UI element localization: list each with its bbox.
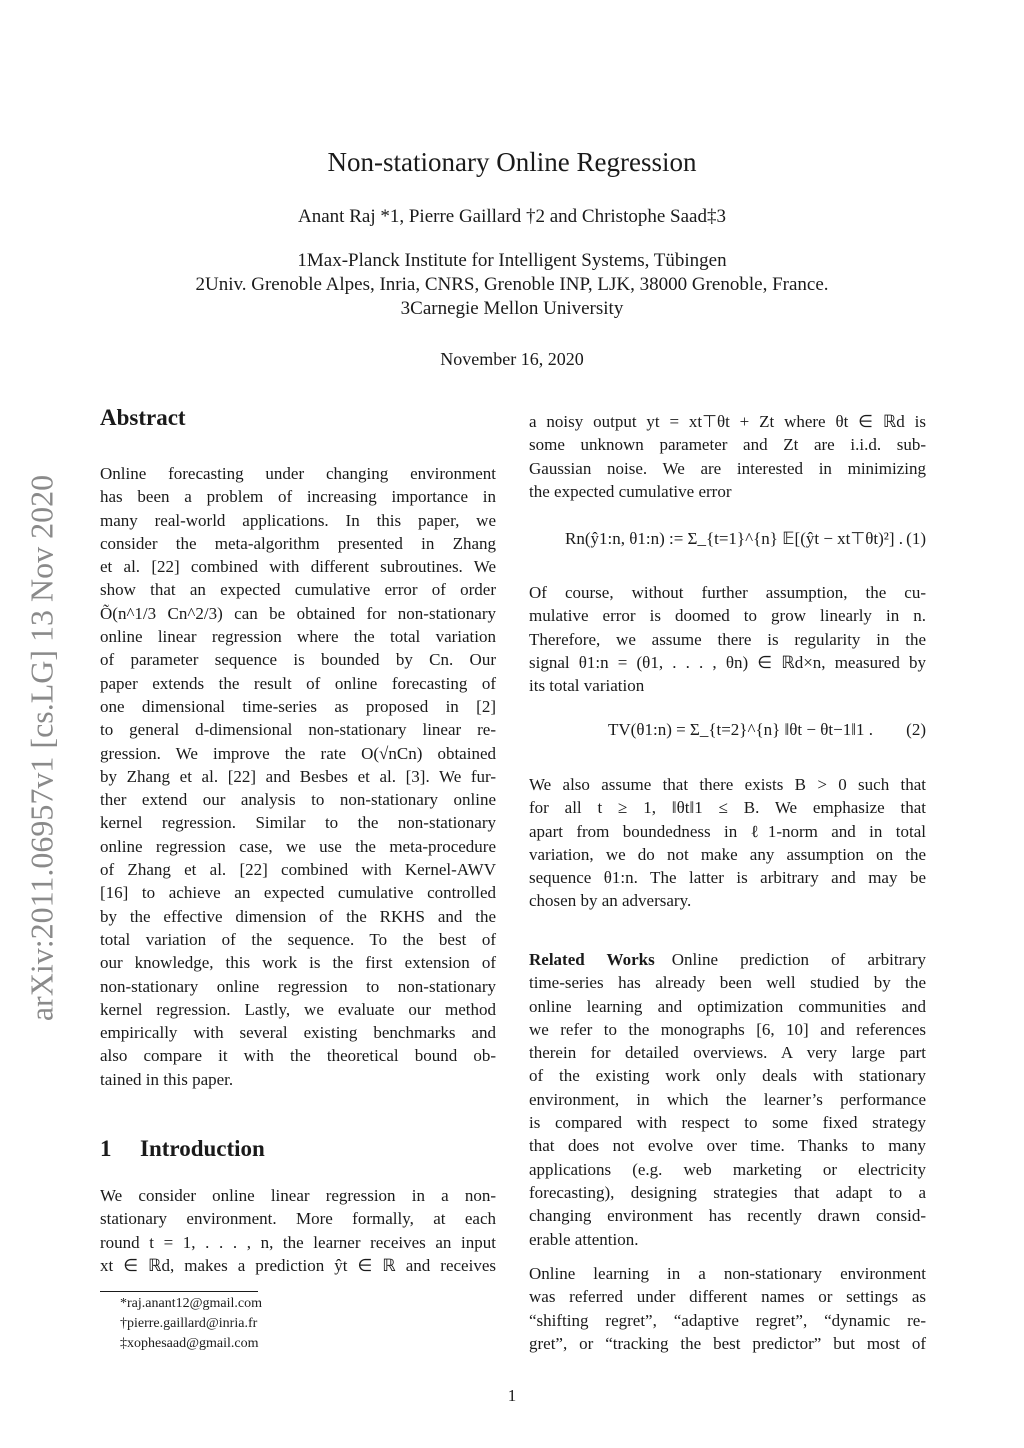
text-line: of the existing work only deals with stationary [529,1066,926,1086]
text-line: a noisy output yt = xt⊤θt + Zt where θt ∈ ℝd is [529,412,926,431]
footnote-1: *raj.anant12@gmail.com [120,1296,262,1311]
arxiv-sidebar-stamp [12,443,72,1053]
abstract-body [100,462,496,1091]
equation-1 [565,529,926,553]
text-line: that does not evolve over time. Thanks to many [529,1136,926,1156]
text-line: Õ(n^1/3 Cn^2/3) can be obtained for non-stationary [100,603,496,623]
text-line: for all t ≥ 1, ‖θt‖1 ≤ B. We emphasize that [529,798,926,818]
text-line: Online learning in a non-stationary environment [529,1264,926,1283]
text-line: our knowledge, this work is the first extension of [100,953,496,973]
footnote-3: ‡xophesaad@gmail.com [120,1336,259,1351]
text-line: has been a problem of increasing importance in [100,487,496,507]
text-line: gret”, or “tracking the best predictor” but most of [529,1333,926,1353]
text-line: chosen by an adversary. [529,891,692,911]
text-line: Online forecasting under changing environment [100,464,496,483]
text-line: by the effective dimension of the RKHS and the [100,906,496,926]
text-line: consider the meta-algorithm presented in Zhang [100,533,496,553]
section-number: 1 [100,1136,112,1161]
text-line: we refer to the monographs [6, 10] and references [529,1019,926,1039]
text-line: variation, we do not make any assumption on the [529,844,926,864]
text-line: Of course, without further assumption, the cu- [529,583,926,602]
text-line: mulative error is doomed to grow linearly in n. [529,606,926,626]
text-line: environment, in which the learner’s performance [529,1089,926,1109]
footnote-2: †pierre.gaillard@inria.fr [120,1316,258,1331]
equation-2 [608,720,926,744]
paper-title: Non-stationary Online Regression [327,147,697,177]
text-line: gression. We improve the rate O(√nCn) obtained [100,743,496,763]
footnote-rule [100,1291,258,1292]
arxiv-id: arXiv:2011.06957v1 [cs.LG] 13 Nov 2020 [23,474,60,1022]
right-para-5 [529,1262,926,1355]
text-line: empirically with several existing benchmarks and [100,1023,496,1043]
text-run: Online prediction of arbitrary [671,950,927,969]
text-line: tained in this paper. [100,1069,234,1089]
text-line: time-series has already been well studied by the [529,973,926,993]
text-line: Gaussian noise. We are interested in minimizing [529,458,926,478]
text-line: many real-world applications. In this paper, we [100,510,496,530]
author-list: Anant Raj *1, Pierre Gaillard †2 and Christophe Saad‡3 [298,206,726,227]
text-line: total variation of the sequence. To the best of [100,929,496,949]
equation-2-number: (2) [906,720,926,739]
text-line: therein for detailed overviews. A very large part [529,1043,926,1063]
related-works-heading: Related Works [529,950,655,969]
text-line: erable attention. [529,1229,639,1249]
text-line: online learning and optimization communities and [529,996,926,1016]
related-works-paragraph [529,948,926,1251]
equation-1-number: (1) [906,529,926,548]
text-line: online linear regression where the total variation [100,627,496,647]
text-line: sequence θ1:n. The latter is arbitrary and may be [529,868,926,888]
text-line: the expected cumulative error [529,481,732,501]
affiliation-3: 3Carnegie Mellon University [400,298,624,319]
text-line: ther extend our analysis to non-stationary online [100,790,496,810]
text-line: forecasting), designing strategies that adapt to a [529,1182,926,1202]
right-para-2 [529,581,926,697]
text-line: kernel regression. Similar to the non-stationary [100,813,496,833]
text-line: by Zhang et al. [22] and Besbes et al. [3]. We fur- [100,766,496,786]
right-para-1 [529,410,926,503]
text-line: round t = 1, . . . , n, the learner receives an input [100,1232,496,1252]
text-line: [16] to achieve an expected cumulative controlled [100,883,496,903]
text-line: of Zhang et al. [22] combined with Kernel-AWV [100,860,496,880]
text-line: paper extends the result of online forecasting of [100,673,496,693]
text-line: Therefore, we assume there is regularity in the [529,629,926,649]
page-number: 1 [507,1386,517,1405]
text-line [529,948,926,971]
text-line: is compared with respect to some fixed strategy [529,1113,926,1133]
equation-1-body: Rn(ŷ1:n, θ1:n) := Σ_{t=1}^{n} 𝔼[(ŷt − xt⊤θt)²] . [565,529,903,548]
text-line: also compare it with the theoretical bound ob- [100,1046,496,1066]
text-line: “shifting regret”, “adaptive regret”, “dynamic re- [529,1310,926,1330]
text-line: show that an expected cumulative error of order [100,580,496,600]
text-line: non-stationary online regression to non-stationary [100,976,496,996]
text-line: We consider online linear regression in a non- [100,1186,496,1205]
text-line: some unknown parameter and Zt are i.i.d. sub- [529,435,926,455]
text-line: changing environment has recently drawn consid- [529,1206,926,1226]
text-line: to general d-dimensional non-stationary linear re- [100,720,496,740]
affiliation-2: 2Univ. Grenoble Alpes, Inria, CNRS, Grenoble INP, LJK, 38000 Grenoble, France. [195,274,829,295]
text-line: xt ∈ ℝd, makes a prediction ŷt ∈ ℝ and receives [100,1255,496,1275]
text-line: its total variation [529,676,645,696]
text-line: We also assume that there exists B > 0 such that [529,775,926,794]
text-line: apart from boundedness in ℓ1-norm and in total [529,821,926,841]
text-line: signal θ1:n = (θ1, . . . , θn) ∈ ℝd×n, measured by [529,652,926,672]
text-line: kernel regression. Lastly, we evaluate our method [100,999,496,1019]
abstract-heading: Abstract [100,405,186,430]
text-line: one dimensional time-series as proposed in [2] [100,696,496,716]
paper-date: November 16, 2020 [440,349,584,369]
section-heading-introduction [100,1136,265,1162]
text-line: of parameter sequence is bounded by Cn. Our [100,650,496,670]
affiliation-1: 1Max-Planck Institute for Intelligent Systems, Tübingen [297,250,727,271]
text-line: was referred under different names or settings as [529,1287,926,1307]
text-line: et al. [22] combined with different subroutines. We [100,557,496,577]
text-line: online regression case, we use the meta-procedure [100,836,496,856]
right-para-3 [529,773,926,913]
text-line: stationary environment. More formally, at each [100,1209,496,1229]
introduction-body [100,1184,496,1277]
text-line: applications (e.g. web marketing or electricity [529,1159,926,1179]
equation-2-body: TV(θ1:n) = Σ_{t=2}^{n} ‖θt − θt−1‖1 . [608,720,873,739]
section-title: Introduction [140,1136,265,1161]
